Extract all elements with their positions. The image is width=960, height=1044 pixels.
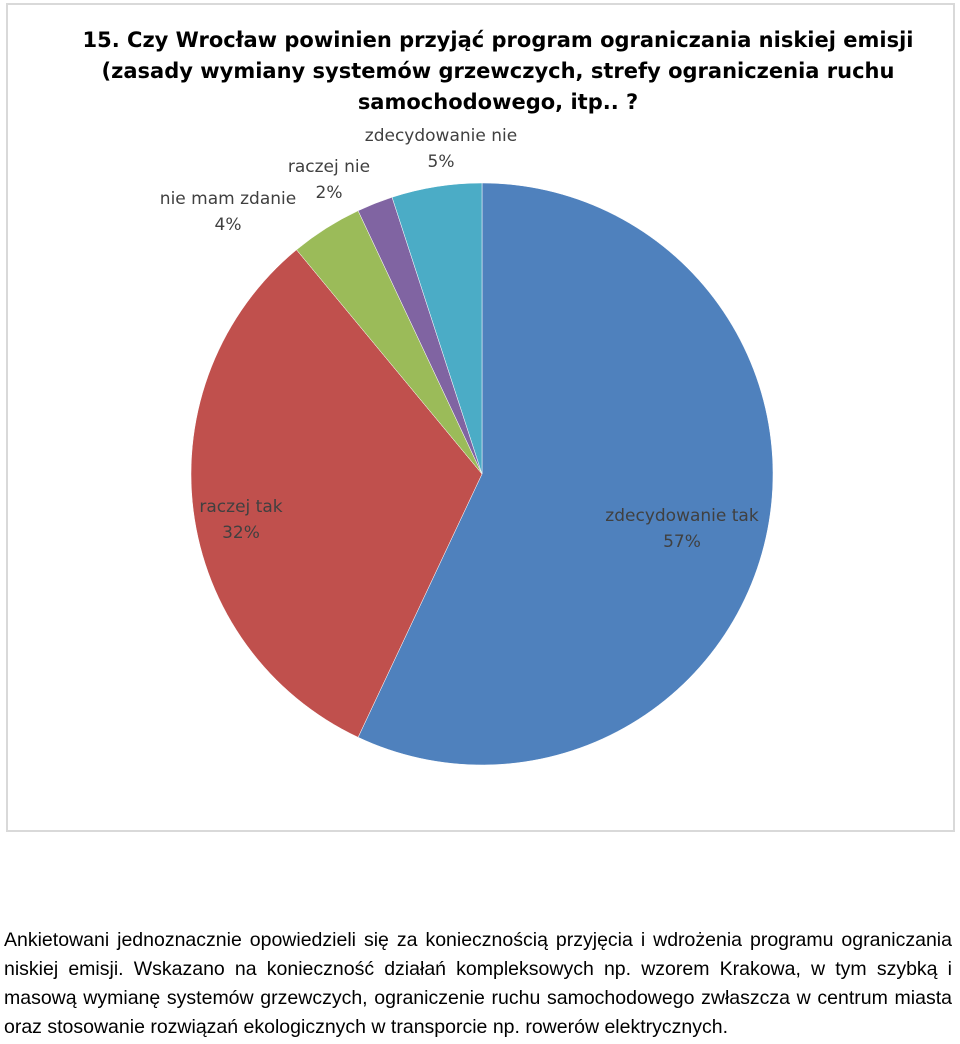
chart-title: 15. Czy Wrocław powinien przyjąć program ograniczania niskiej emisji (zasady wymiany systemów grzewczych, strefy ograniczenia ruchu samochodowego, itp.. ? [82,28,914,114]
chart-caption: Ankietowani jednoznacznie opowiedzieli się za koniecznością przyjęcia i wdrożenia programu ograniczania niskiej emisji. Wskazano na konieczność działań kompleksowych np. wzorem Krakowa, w tym szybką i masową wymianę systemów grzewczych, ograniczenie ruchu samochodowego zwłaszcza w centrum miasta oraz stosowanie rozwiązań ekologicznych w transporcie np. rowerów elektrycznych. [4,929,952,1038]
data-label-value: 32% [222,523,260,543]
data-label-category: raczej tak [199,497,283,517]
data-label-value: 5% [427,152,455,172]
data-label-value: 57% [663,532,701,552]
data-label-category: zdecydowanie nie [364,126,518,146]
data-label-category: zdecydowanie tak [605,506,759,526]
data-label-category: nie mam zdanie [159,189,297,209]
data-label-value: 2% [315,183,343,203]
data-label-category: raczej nie [287,157,371,177]
data-label-value: 4% [214,215,242,235]
